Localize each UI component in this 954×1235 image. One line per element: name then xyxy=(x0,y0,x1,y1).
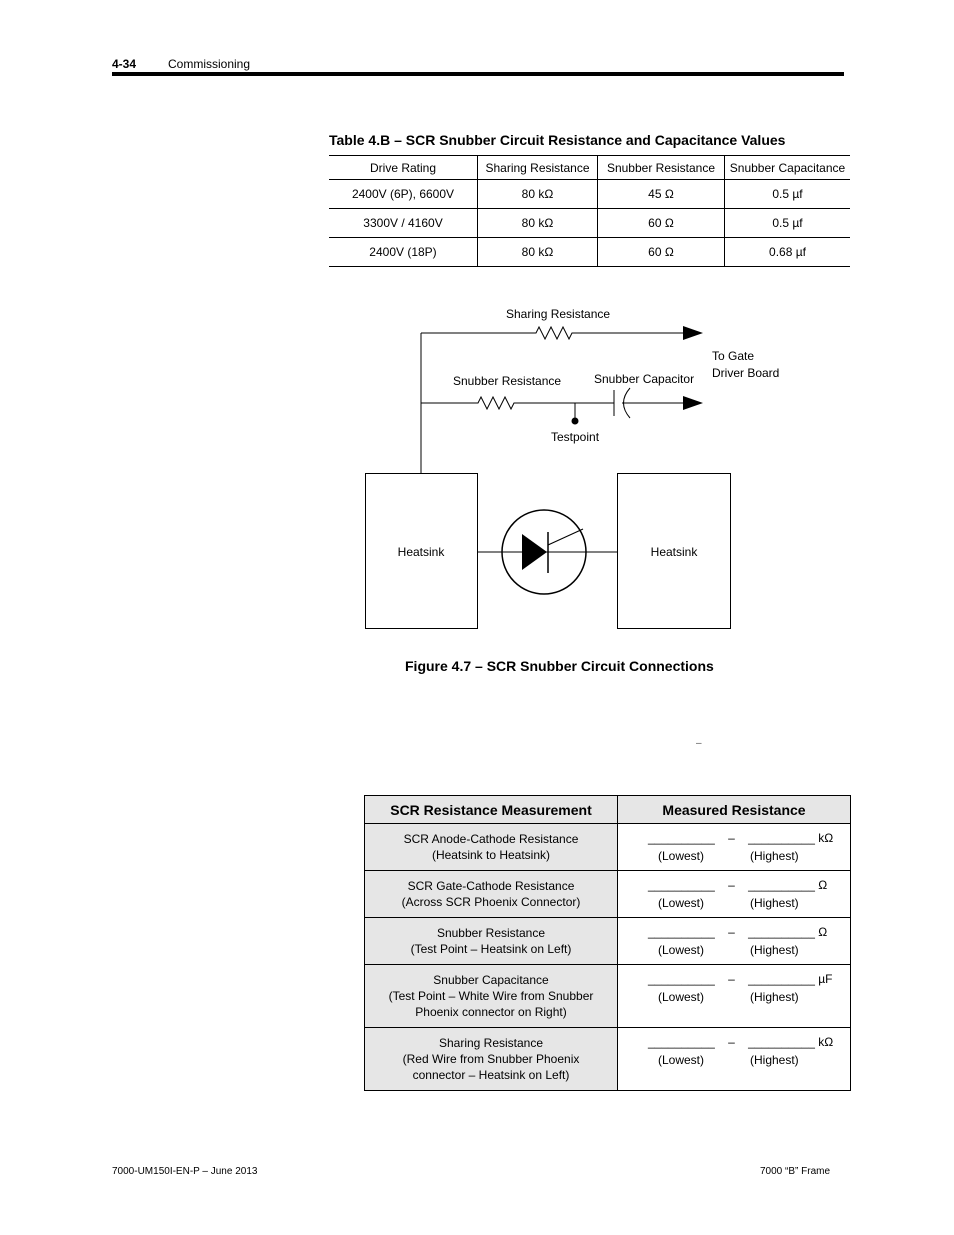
column-header: Drive Rating xyxy=(329,156,478,180)
measurement-name xyxy=(365,824,618,871)
unit-label: kΩ xyxy=(818,1035,834,1049)
table1-title: Table 4.B – SCR Snubber Circuit Resistance and Capacitance Values xyxy=(329,132,786,148)
scr-measurement-table xyxy=(364,795,851,1091)
gate-label-line1: To Gate xyxy=(712,349,755,363)
table-header-row xyxy=(365,796,851,824)
table-row xyxy=(329,180,850,209)
highest-blank: __________ xyxy=(748,1035,815,1049)
table-cell: 80 kΩ xyxy=(478,238,598,267)
measurement-line3: connector – Heatsink on Left) xyxy=(412,1068,570,1082)
table-cell: 80 kΩ xyxy=(478,180,598,209)
unit-label: µF xyxy=(818,972,833,986)
range-dash: – xyxy=(728,1035,735,1049)
unit-label: Ω xyxy=(818,878,828,892)
heatsink-left-label: Heatsink xyxy=(397,545,445,559)
range-dash: – xyxy=(728,972,735,986)
table-cell: 60 Ω xyxy=(598,209,725,238)
footer-doc-id: 7000-UM150I-EN-P – June 2013 xyxy=(112,1166,258,1177)
lowest-label: (Lowest) xyxy=(658,849,705,863)
value-entry-line[interactable] xyxy=(648,831,833,845)
lowest-label: (Lowest) xyxy=(658,1053,705,1067)
snubber-resistor-symbol xyxy=(421,397,614,409)
measurement-line2: (Heatsink to Heatsink) xyxy=(431,848,551,862)
measurement-line1: SCR Gate-Cathode Resistance xyxy=(407,879,575,893)
unit-label: Ω xyxy=(818,925,828,939)
heatsink-right-label: Heatsink xyxy=(650,545,698,559)
table-row xyxy=(365,965,851,1028)
measurement-line3: Phoenix connector on Right) xyxy=(415,1005,567,1019)
page-number: 4-34 xyxy=(112,57,137,71)
highest-label: (Highest) xyxy=(750,990,799,1004)
snubber-resistance-label: Snubber Resistance xyxy=(453,374,562,388)
table-row xyxy=(329,209,850,238)
measured-value-cell[interactable] xyxy=(618,824,851,871)
measurement-line2: (Across SCR Phoenix Connector) xyxy=(401,895,581,909)
table-row xyxy=(365,824,851,871)
table-cell: 2400V (6P), 6600V xyxy=(329,180,478,209)
measurement-line2: (Test Point – White Wire from Snubber xyxy=(388,989,594,1003)
measurement-name xyxy=(365,871,618,918)
highest-blank: __________ xyxy=(748,925,815,939)
measurement-line1: Snubber Resistance xyxy=(436,926,546,940)
column-header: Sharing Resistance xyxy=(478,156,598,180)
table-cell: 60 Ω xyxy=(598,238,725,267)
table-row xyxy=(365,1028,851,1091)
value-entry-line[interactable] xyxy=(648,878,827,892)
section-title: Commissioning xyxy=(168,57,251,71)
highest-blank: __________ xyxy=(748,878,815,892)
table-cell: 2400V (18P) xyxy=(329,238,478,267)
arrow-head-icon xyxy=(683,396,703,410)
measurement-line1: Sharing Resistance xyxy=(438,1036,544,1050)
lowest-blank: __________ xyxy=(648,972,715,986)
highest-label: (Highest) xyxy=(750,849,799,863)
measured-value-cell[interactable] xyxy=(618,871,851,918)
lowest-blank: __________ xyxy=(648,831,715,845)
value-entry-line[interactable] xyxy=(648,925,827,939)
table-header-row xyxy=(329,156,850,180)
snubber-values-table xyxy=(329,155,850,267)
testpoint-dot-icon xyxy=(572,418,579,425)
sharing-resistor-symbol xyxy=(421,327,686,339)
arrow-head-icon xyxy=(683,326,703,340)
table-row xyxy=(365,918,851,965)
footer-product: 7000 “B” Frame xyxy=(760,1166,831,1177)
range-dash: – xyxy=(728,831,735,845)
lowest-label: (Lowest) xyxy=(658,896,705,910)
lowest-blank: __________ xyxy=(648,1035,715,1049)
highest-label: (Highest) xyxy=(750,896,799,910)
table-cell: 3300V / 4160V xyxy=(329,209,478,238)
lowest-blank: __________ xyxy=(648,878,715,892)
lowest-blank: __________ xyxy=(648,925,715,939)
measured-value-cell[interactable] xyxy=(618,965,851,1028)
measurement-line2: (Red Wire from Snubber Phoenix xyxy=(402,1052,580,1066)
highest-label: (Highest) xyxy=(750,943,799,957)
measurement-name xyxy=(365,965,618,1028)
header-rule xyxy=(112,72,844,76)
column-header: Snubber Resistance xyxy=(598,156,725,180)
gate-label-line2: Driver Board xyxy=(712,366,780,380)
measurement-line1: Snubber Capacitance xyxy=(433,973,549,987)
table-cell: 80 kΩ xyxy=(478,209,598,238)
column-header: Measured Resistance xyxy=(618,796,851,824)
scr-thyristor-icon xyxy=(478,510,617,594)
table-cell: 0.5 µf xyxy=(725,180,851,209)
table-cell: 0.5 µf xyxy=(725,209,851,238)
table-cell: 0.68 µf xyxy=(725,238,851,267)
highest-blank: __________ xyxy=(748,972,815,986)
snubber-circuit-diagram xyxy=(340,295,780,640)
highest-blank: __________ xyxy=(748,831,815,845)
table-row xyxy=(329,238,850,267)
column-header: Snubber Capacitance xyxy=(725,156,851,180)
measured-value-cell[interactable] xyxy=(618,1028,851,1091)
value-entry-line[interactable] xyxy=(648,972,832,986)
measurement-line1: SCR Anode-Cathode Resistance xyxy=(403,832,579,846)
lowest-label: (Lowest) xyxy=(658,943,705,957)
measurement-line2: (Test Point – Heatsink on Left) xyxy=(410,942,572,956)
range-dash: – xyxy=(728,878,735,892)
highest-label: (Highest) xyxy=(750,1053,799,1067)
table-row xyxy=(365,871,851,918)
sharing-resistance-label: Sharing Resistance xyxy=(506,307,611,321)
measured-value-cell[interactable] xyxy=(618,918,851,965)
column-header: SCR Resistance Measurement xyxy=(365,796,618,824)
testpoint-label: Testpoint xyxy=(551,430,600,444)
value-entry-line[interactable] xyxy=(648,1035,833,1049)
table-cell: 45 Ω xyxy=(598,180,725,209)
measurement-name xyxy=(365,1028,618,1091)
snubber-capacitor-label: Snubber Capacitor xyxy=(594,372,695,386)
lowest-label: (Lowest) xyxy=(658,990,705,1004)
figure-caption: Figure 4.7 – SCR Snubber Circuit Connections xyxy=(405,658,714,674)
unit-label: kΩ xyxy=(818,831,834,845)
stray-dash: – xyxy=(696,738,702,749)
measurement-name xyxy=(365,918,618,965)
range-dash: – xyxy=(728,925,735,939)
